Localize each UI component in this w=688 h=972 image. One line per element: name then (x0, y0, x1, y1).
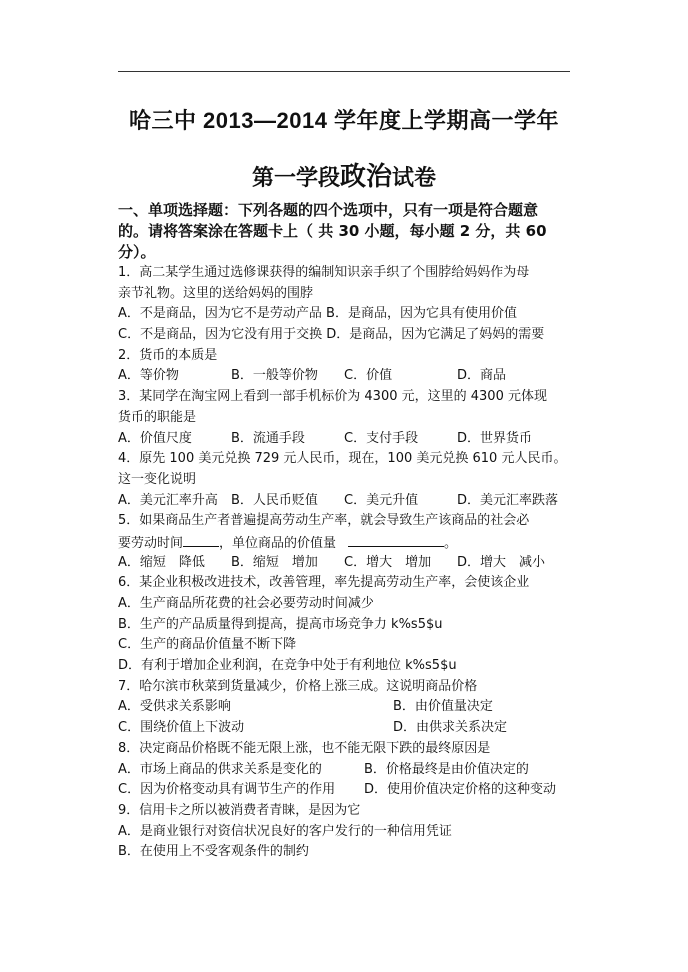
option-b: B．价格最终是由价值决定的 (364, 761, 529, 777)
option-b: B．在使用上不受客观条件的制约 (118, 844, 309, 860)
question-stem: 9．信用卡之所以被消费者青睐，是因为它 (118, 802, 361, 818)
options-row (118, 553, 578, 574)
options-row (118, 780, 578, 801)
stem-text: 。 (444, 535, 458, 551)
option-c: C．因为价格变动具有调节生产的作用 (118, 782, 336, 798)
question-stem: 2．货币的本质是 (118, 347, 218, 363)
options-row (118, 366, 578, 387)
section-heading: 的。请将答案涂在答题卡上（ 共 30 小题，每小题 2 分，共 60 (118, 222, 547, 240)
option-c: C．围绕价值上下波动 (118, 720, 245, 736)
option-a: A．美元汇率升高 (118, 492, 218, 508)
answer-blank (348, 532, 444, 547)
option-d: D．有利于增加企业利润，在竞争中处于有利地位 k%s5$u (118, 658, 457, 674)
title-subject: 政治 (339, 161, 392, 191)
option-a: A．缩短 降低 (118, 554, 205, 570)
header-rule (118, 71, 570, 72)
option-a: A．是商业银行对资信状况良好的客户发行的一种信用凭证 (118, 823, 452, 839)
options-row (118, 429, 578, 450)
option-b: B．人民币贬值 (231, 492, 318, 508)
question-stem: 这一变化说明 (118, 471, 197, 487)
stem-text: ，单位商品的价值量 (219, 535, 337, 551)
section-heading: 一、单项选择题：下列各题的四个选项中，只有一项是符合题意 (118, 201, 539, 219)
question-stem: 货币的职能是 (118, 409, 197, 425)
option-b: B．由价值量决定 (393, 699, 493, 715)
question-option: A．不是商品，因为它不是劳动产品 B．是商品，因为它具有使用价值 (118, 306, 517, 322)
exam-title-line1: 哈三中 2013—2014 学年度上学期高一学年 (128, 108, 560, 133)
title-segment: 试卷 (392, 165, 437, 190)
question-stem: 4．原先 100 美元兑换 729 元人民币，现在，100 美元兑换 610 元人民币。 (118, 451, 567, 467)
question-stem: 3．某同学在淘宝网上看到一部手机标价为 4300 元，这里的 4300 元体现 (118, 389, 547, 405)
option-d: D．增大 减小 (457, 554, 546, 570)
question-stem: 6．某企业积极改进技术，改善管理，率先提高劳动生产率，会使该企业 (118, 575, 530, 591)
option-c: C．增大 增加 (344, 554, 432, 570)
option-d: D．商品 (457, 368, 507, 384)
question-stem: 8．决定商品价格既不能无限上涨，也不能无限下跌的最终原因是 (118, 740, 491, 756)
option-d: D．使用价值决定价格的这种变动 (364, 782, 557, 798)
option-a: A．受供求关系影响 (118, 699, 231, 715)
title-segment: 第一学段 (251, 165, 340, 190)
option-d: D．美元汇率跌落 (457, 492, 559, 508)
question-option: C．不是商品，因为它没有用于交换 D．是商品，因为它满足了妈妈的需要 (118, 327, 545, 343)
options-row (118, 491, 578, 512)
option-c: C．美元升值 (344, 492, 419, 508)
option-c: C．生产的商品价值量不断下降 (118, 637, 297, 653)
question-stem: 5．如果商品生产者普遍提高劳动生产率，就会导致生产该商品的社会必 (118, 513, 530, 529)
option-b: B．生产的产品质量得到提高，提高市场竞争力 k%s5$u (118, 616, 443, 632)
option-d: D．由供求关系决定 (393, 720, 508, 736)
option-c: C．价值 (344, 368, 393, 384)
stem-text: 要劳动时间 (118, 535, 184, 551)
section-heading: 分）。 (118, 243, 156, 261)
question-stem: 7．哈尔滨市秋菜到货量减少，价格上涨三成。这说明商品价格 (118, 678, 478, 694)
option-b: B．流通手段 (231, 430, 305, 446)
options-row (118, 718, 578, 739)
option-a: A．生产商品所花费的社会必要劳动时间减少 (118, 596, 374, 611)
answer-blank (183, 532, 219, 547)
question-stem: 亲节礼物。这里的送给妈妈的围脖 (118, 285, 314, 301)
option-b: B．一般等价物 (231, 368, 318, 384)
options-row (118, 697, 578, 718)
question-stem (118, 532, 578, 553)
option-a: A．市场上商品的供求关系是变化的 (118, 761, 322, 777)
option-c: C．支付手段 (344, 430, 419, 446)
exam-content (118, 200, 578, 863)
question-stem: 1．高二某学生通过选修课获得的编制知识亲手织了个围脖给妈妈作为母 (118, 265, 530, 280)
options-row (118, 760, 578, 781)
option-b: B．缩短 增加 (231, 554, 318, 570)
option-a: A．等价物 (118, 368, 179, 384)
option-d: D．世界货币 (457, 430, 533, 446)
exam-title-line2 (0, 156, 688, 193)
option-a: A．价值尺度 (118, 430, 192, 446)
